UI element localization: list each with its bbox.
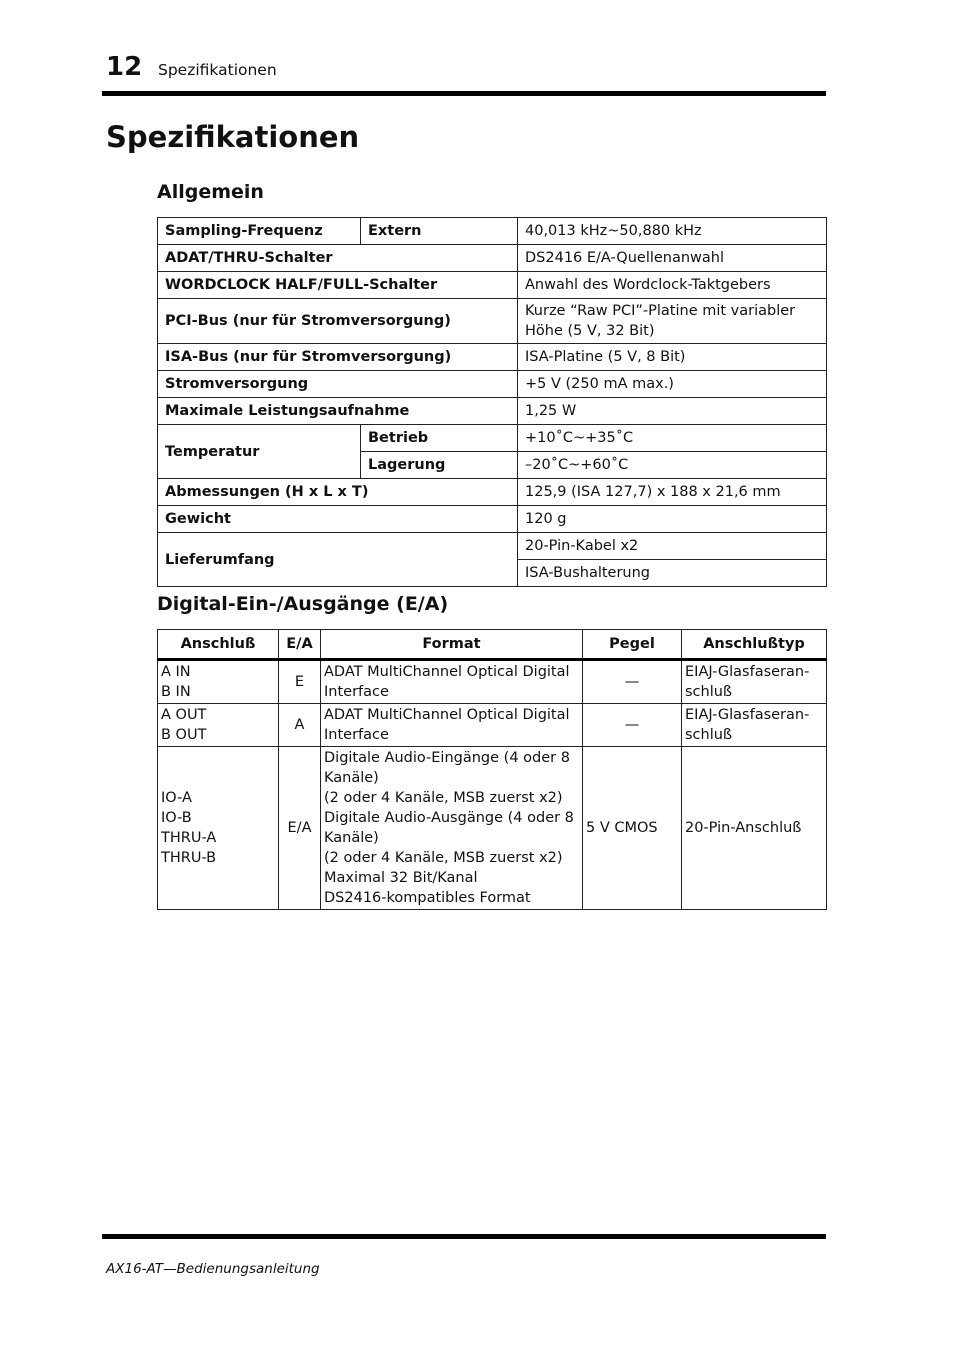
page-title: Spezifikationen [106, 120, 360, 154]
spec-value: 120 g [518, 506, 827, 533]
io-cell: E/A [279, 747, 321, 910]
section-heading-digital-io: Digital-Ein-/Ausgänge (E/A) [157, 593, 449, 615]
table-row [158, 747, 827, 910]
table-row [158, 299, 827, 344]
table-row [158, 371, 827, 398]
spec-label: WORDCLOCK HALF/FULL-Schalter [158, 272, 518, 299]
type-cell: EIAJ-Glasfaseran- schluß [682, 660, 827, 704]
column-header-level: Pegel [583, 630, 682, 660]
spec-value: +5 V (250 mA max.) [518, 371, 827, 398]
spec-label: Abmessungen (H x L x T) [158, 479, 518, 506]
io-cell: A [279, 704, 321, 747]
table-row [158, 425, 827, 452]
spec-value: +10˚C~+35˚C [518, 425, 827, 452]
column-header-format: Format [321, 630, 583, 660]
spec-label: Temperatur [158, 425, 361, 479]
port-cell: A IN B IN [158, 660, 279, 704]
spec-label: Sampling-Frequenz [158, 218, 361, 245]
spec-sublabel: Lagerung [361, 452, 518, 479]
spec-value: DS2416 E/A-Quellenanwahl [518, 245, 827, 272]
table-row [158, 218, 827, 245]
format-cell: ADAT MultiChannel Optical Digital Interface [321, 704, 583, 747]
spec-value: 20-Pin-Kabel x2 [518, 533, 827, 560]
spec-sublabel: Extern [361, 218, 518, 245]
table-row [158, 344, 827, 371]
column-header-port: Anschluß [158, 630, 279, 660]
spec-value: 125,9 (ISA 127,7) x 188 x 21,6 mm [518, 479, 827, 506]
column-header-type: Anschlußtyp [682, 630, 827, 660]
footer: AX16-AT—Bedienungsanleitung [106, 1261, 320, 1277]
page-number: 12 [106, 52, 143, 82]
io-cell: E [279, 660, 321, 704]
spec-label: Stromversorgung [158, 371, 518, 398]
top-rule [102, 91, 826, 96]
level-cell: — [583, 704, 682, 747]
table-row [158, 533, 827, 560]
bottom-rule [102, 1234, 826, 1239]
section-heading-general: Allgemein [157, 181, 264, 203]
port-cell: A OUT B OUT [158, 704, 279, 747]
spec-value: Kurze “Raw PCI”-Platine mit variabler Höhe (5 V, 32 Bit) [518, 299, 827, 344]
port-cell: IO-A IO-B THRU-A THRU-B [158, 747, 279, 910]
spec-value: 1,25 W [518, 398, 827, 425]
spec-label: Lieferumfang [158, 533, 518, 587]
table-row [158, 660, 827, 704]
table-header-row [158, 630, 827, 660]
spec-value: ISA-Bushalterung [518, 560, 827, 587]
spec-label: Maximale Leistungsaufnahme [158, 398, 518, 425]
level-cell: 5 V CMOS [583, 747, 682, 910]
spec-label: ADAT/THRU-Schalter [158, 245, 518, 272]
table-row [158, 704, 827, 747]
format-cell: ADAT MultiChannel Optical Digital Interface [321, 660, 583, 704]
format-cell: Digitale Audio-Eingänge (4 oder 8 Kanäle) (2 oder 4 Kanäle, MSB zuerst x2) Digitale Audio-Ausgänge (4 oder 8 Kanäle) (2 oder 4 Kanäle, MSB zuerst x2) Maximal 32 Bit/Kanal DS2416-kompatibles Format [321, 747, 583, 910]
spec-value: –20˚C~+60˚C [518, 452, 827, 479]
table-row [158, 479, 827, 506]
column-header-io: E/A [279, 630, 321, 660]
table-row [158, 272, 827, 299]
table-row [158, 245, 827, 272]
type-cell: EIAJ-Glasfaseran- schluß [682, 704, 827, 747]
type-cell: 20-Pin-Anschluß [682, 747, 827, 910]
spec-label: ISA-Bus (nur für Stromversorgung) [158, 344, 518, 371]
spec-sublabel: Betrieb [361, 425, 518, 452]
digital-io-table [157, 629, 827, 910]
table-row [158, 506, 827, 533]
spec-value: Anwahl des Wordclock-Taktgebers [518, 272, 827, 299]
spec-label: Gewicht [158, 506, 518, 533]
table-row [158, 398, 827, 425]
spec-value: ISA-Platine (5 V, 8 Bit) [518, 344, 827, 371]
spec-label: PCI-Bus (nur für Stromversorgung) [158, 299, 518, 344]
spec-value: 40,013 kHz~50,880 kHz [518, 218, 827, 245]
level-cell: — [583, 660, 682, 704]
general-spec-table [157, 217, 827, 587]
running-head: Spezifikationen [158, 61, 277, 79]
